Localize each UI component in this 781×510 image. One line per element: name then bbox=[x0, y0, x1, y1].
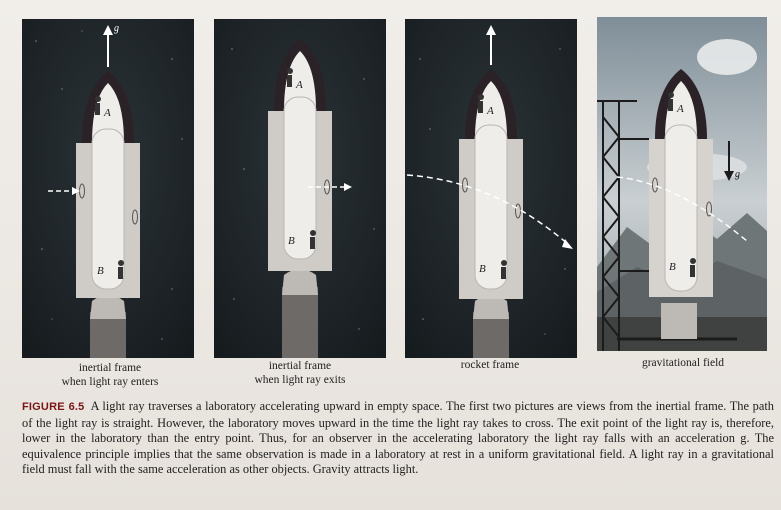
point-b-label: B bbox=[97, 265, 104, 277]
figure-caption bbox=[22, 399, 774, 478]
figure-caption-text: A light ray traverses a laboratory accelerating upward in empty space. The first two pictures are views from the inertial frame. The path of the light ray is straight. However, the laboratory moves upward in the time the light ray takes to cross. The exit point of the light ray is, therefore, lower in the laboratory than the entry point. Thus, for an observer in the accelerating laboratory the light ray falls with an acceleration g. The equivalence principle implies that the same observation is made in a laboratory at rest in a uniform gravitational field. A light ray in a gravitational field must fall with the same acceleration as other objects. Gravity attracts light. bbox=[22, 399, 774, 477]
caption-gravitational-field bbox=[608, 356, 758, 370]
rocket-illustration bbox=[22, 19, 194, 358]
gravity-vector-label: g⃗ bbox=[735, 169, 748, 180]
caption-line: when light ray enters bbox=[61, 376, 159, 388]
point-b-label: B bbox=[288, 235, 295, 247]
point-b-label: B bbox=[479, 263, 486, 275]
caption-rocket-frame bbox=[430, 358, 550, 372]
caption-inertial-enter bbox=[40, 361, 180, 389]
panel-gravitational-field bbox=[597, 17, 767, 351]
rocket-illustration bbox=[597, 17, 767, 351]
panel-rocket-frame bbox=[405, 19, 577, 358]
acceleration-vector-label: g⃗ bbox=[114, 23, 127, 34]
point-a-label: A bbox=[104, 107, 111, 119]
caption-line: inertial frame bbox=[78, 362, 142, 374]
rocket-illustration bbox=[405, 19, 577, 358]
point-a-label: A bbox=[677, 103, 684, 115]
rocket-illustration bbox=[214, 19, 386, 358]
point-a-label: A bbox=[296, 79, 303, 91]
panel-inertial-enter bbox=[22, 19, 194, 358]
point-a-label: A bbox=[487, 105, 494, 117]
point-b-label: B bbox=[669, 261, 676, 273]
caption-line: inertial frame bbox=[268, 360, 332, 372]
caption-inertial-exit bbox=[230, 359, 370, 387]
figure-label: FIGURE 6.5 bbox=[22, 401, 85, 413]
caption-line: gravitational field bbox=[641, 357, 725, 369]
caption-line: rocket frame bbox=[460, 359, 520, 371]
caption-line: when light ray exits bbox=[254, 374, 346, 386]
panel-inertial-exit bbox=[214, 19, 386, 358]
